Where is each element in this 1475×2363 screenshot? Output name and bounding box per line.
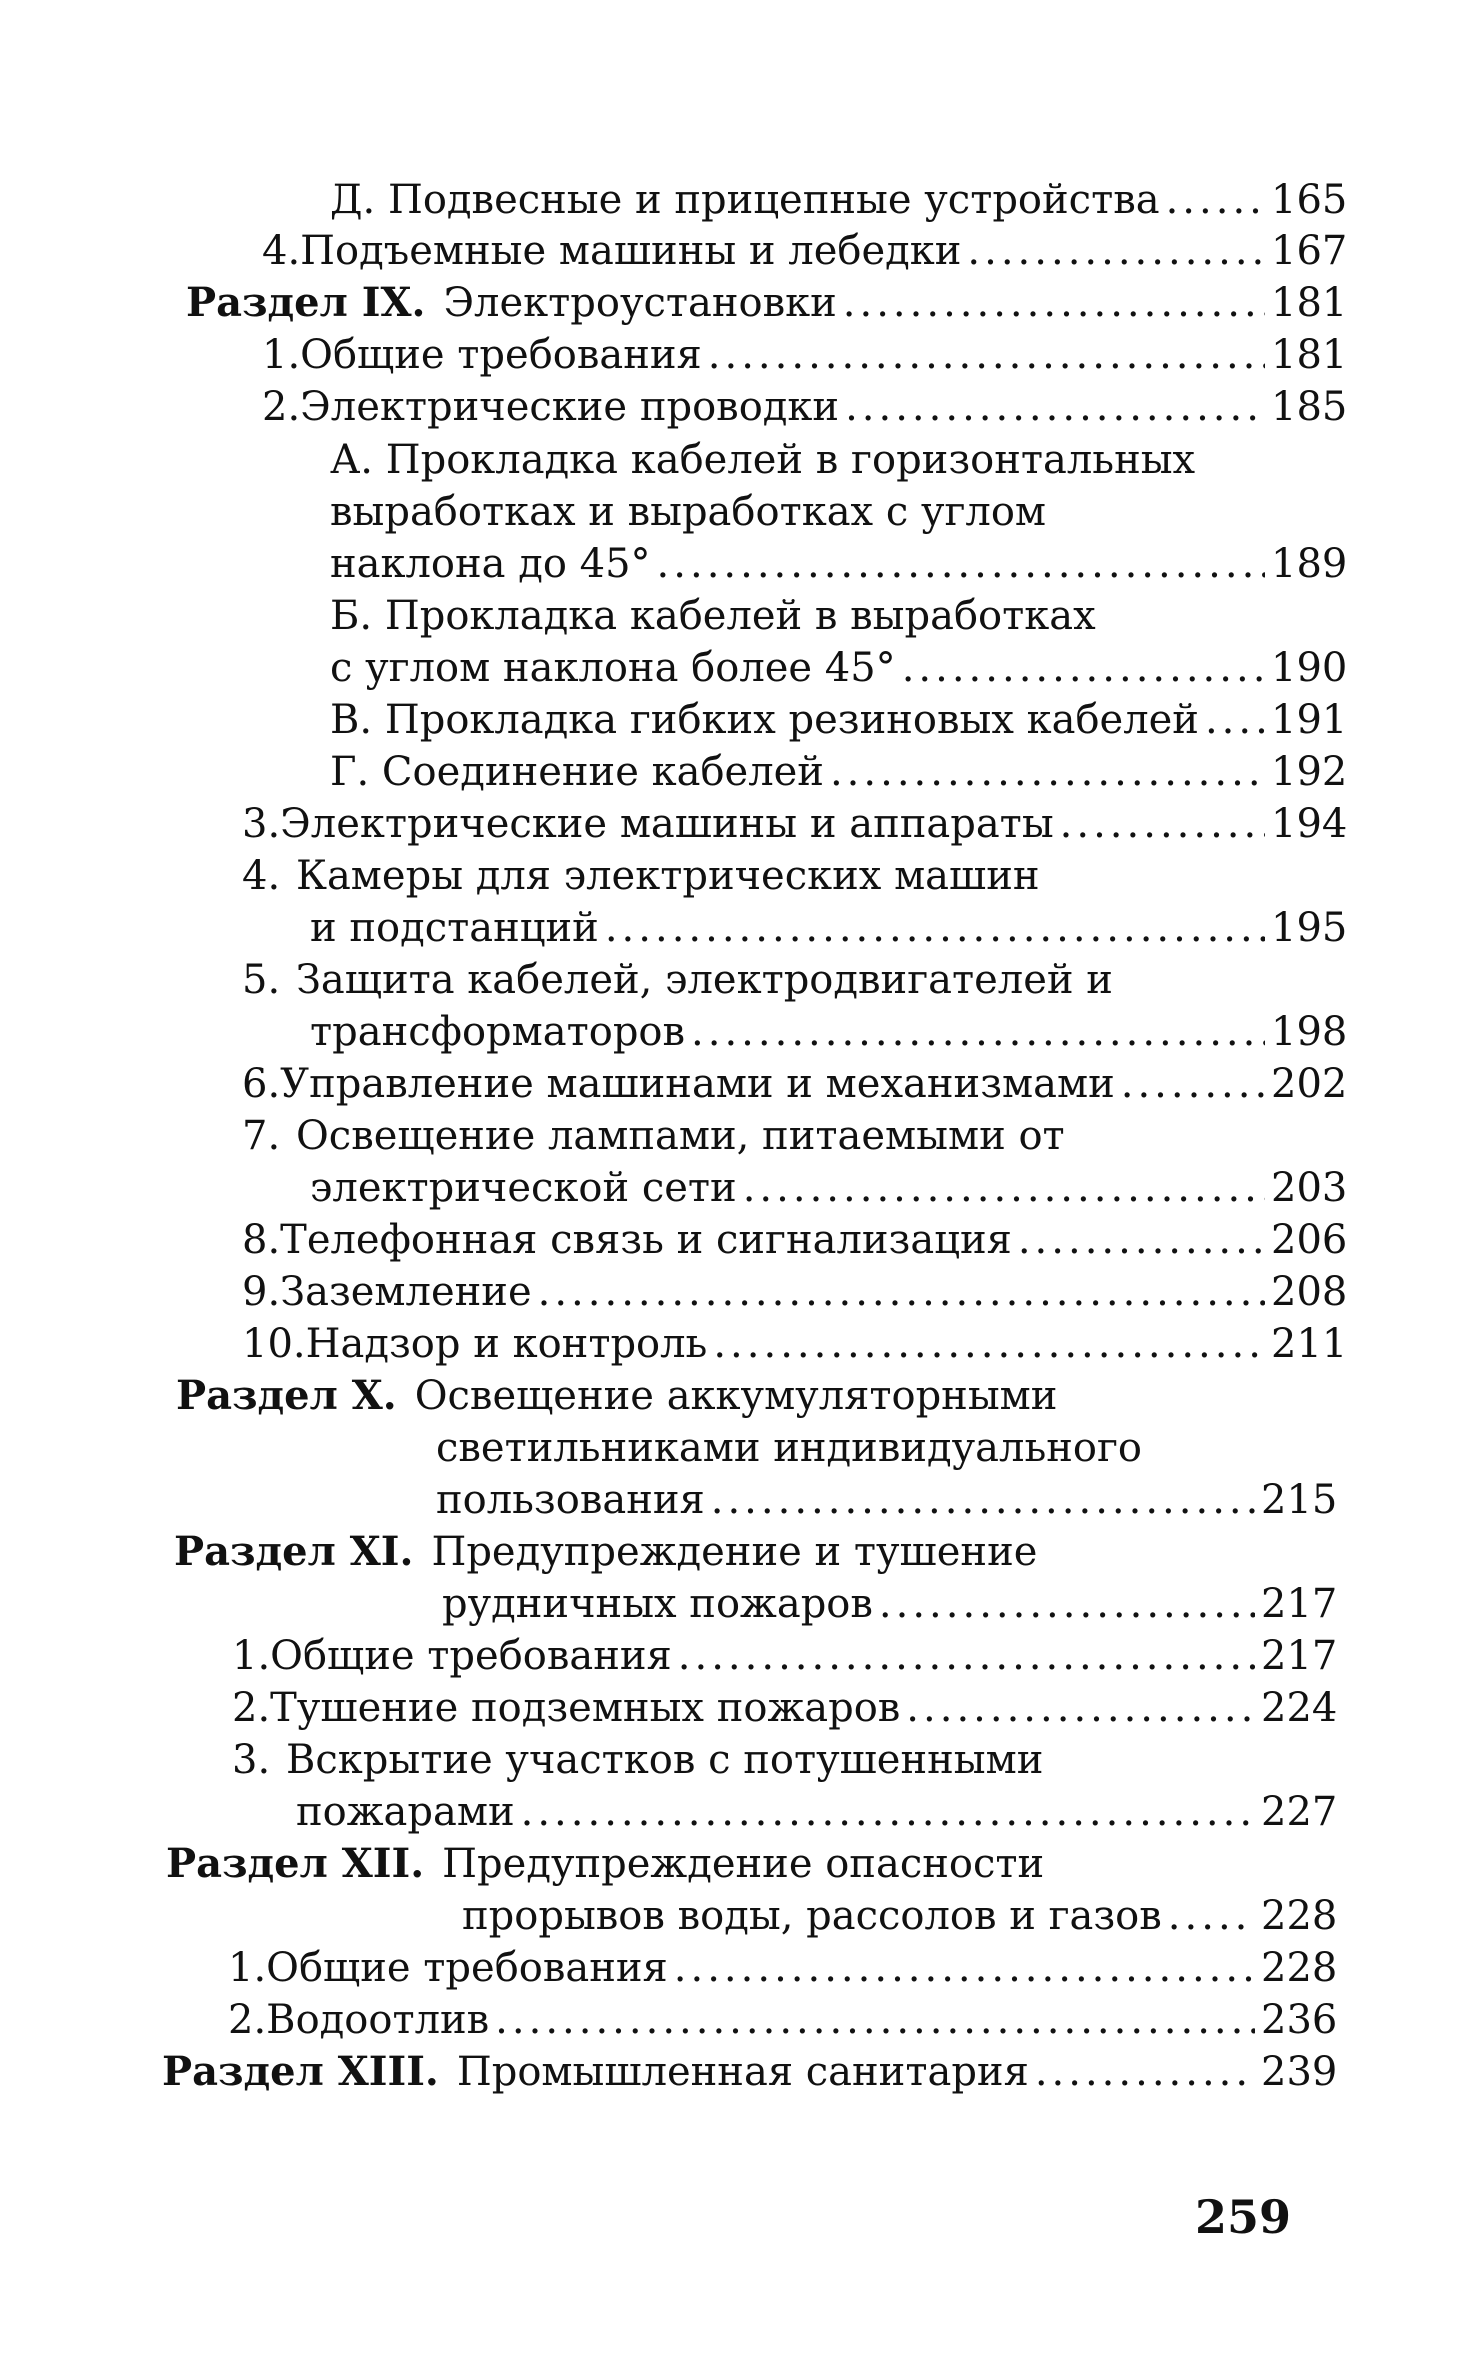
toc-section-entry	[166, 1838, 1044, 1890]
entry-title: Управление машинами и механизмами	[280, 1061, 1115, 1107]
entry-page: 194	[1271, 801, 1348, 847]
toc-entry-continued	[242, 954, 1113, 1006]
toc-entry	[310, 902, 1348, 954]
entry-page: 195	[1271, 905, 1348, 951]
dot-leader	[902, 642, 1265, 694]
toc-entry	[310, 1006, 1348, 1058]
entry-page: 206	[1271, 1217, 1348, 1263]
toc-entry	[330, 174, 1348, 226]
dot-leader	[691, 1006, 1265, 1058]
entry-title: Общие требования	[266, 1945, 668, 1991]
dot-leader	[521, 1786, 1255, 1838]
entry-page: 208	[1271, 1269, 1348, 1315]
entry-page: 192	[1271, 749, 1348, 795]
entry-page: 190	[1271, 645, 1348, 691]
entry-title: Водоотлив	[266, 1997, 490, 2043]
toc-entry	[262, 329, 1348, 381]
dot-leader	[843, 277, 1265, 329]
toc-entry	[232, 1682, 1338, 1734]
toc-entry	[242, 798, 1348, 850]
dot-leader	[1035, 2046, 1255, 2098]
entry-page: 239	[1261, 2049, 1338, 2095]
toc-entry	[330, 642, 1348, 694]
toc-entry	[262, 225, 1348, 277]
dot-leader	[657, 538, 1265, 590]
entry-title: Телефонная связь и сигнализация	[280, 1217, 1012, 1263]
dot-leader	[1121, 1058, 1265, 1110]
entry-title: Г. Соединение кабелей	[330, 749, 824, 795]
entry-title: рудничных пожаров	[442, 1581, 873, 1627]
entry-page: 165	[1271, 177, 1348, 223]
entry-title: Надзор и контроль	[305, 1321, 708, 1367]
entry-title: Электрические проводки	[300, 384, 840, 430]
entry-title: Тушение подземных пожаров	[270, 1685, 901, 1731]
toc-entry-continued	[232, 1734, 1043, 1786]
toc-entry	[242, 1214, 1348, 1266]
entry-number: 4.	[262, 228, 301, 274]
entry-title: пользования	[436, 1477, 705, 1523]
entry-number: 5.	[242, 957, 281, 1003]
toc-entry	[442, 1578, 1338, 1630]
entry-page: 215	[1261, 1477, 1338, 1523]
entry-title: Общие требования	[270, 1633, 672, 1679]
entry-title: Электрические машины и аппараты	[280, 801, 1054, 847]
entry-page: 191	[1271, 697, 1348, 743]
entry-title: Б. Прокладка кабелей в выработках	[330, 593, 1096, 639]
entry-page: 185	[1271, 384, 1348, 430]
entry-page: 228	[1261, 1945, 1338, 1991]
entry-title: выработках и выработках с углом	[330, 489, 1047, 535]
entry-number: 3.	[242, 801, 281, 847]
dot-leader	[708, 329, 1265, 381]
entry-title: Освещение лампами, питаемыми от	[296, 1113, 1065, 1159]
toc-entry	[242, 1318, 1348, 1370]
dot-leader	[711, 1474, 1255, 1526]
dot-leader	[713, 1318, 1265, 1370]
dot-leader	[1168, 1890, 1255, 1942]
toc-section-entry	[162, 2046, 1338, 2098]
section-label: Раздел XII.	[166, 1840, 425, 1887]
toc-entry	[296, 1786, 1338, 1838]
entry-title: пожарами	[296, 1789, 515, 1835]
entry-page: 211	[1271, 1321, 1348, 1367]
entry-number: 7.	[242, 1113, 281, 1159]
entry-title: Освещение аккумуляторными	[414, 1373, 1058, 1419]
entry-title: Предупреждение и тушение	[431, 1529, 1038, 1575]
entry-page: 217	[1261, 1581, 1338, 1627]
toc-entry	[242, 1266, 1348, 1318]
dot-leader	[678, 1630, 1255, 1682]
dot-leader	[967, 225, 1265, 277]
toc-entry	[330, 538, 1348, 590]
dot-leader	[1205, 694, 1265, 746]
section-label: Раздел IX.	[186, 279, 426, 326]
entry-number: 6.	[242, 1061, 281, 1107]
dot-leader	[538, 1266, 1265, 1318]
toc-entry	[228, 1994, 1338, 2046]
toc-entry-continued	[330, 590, 1096, 642]
entry-number: 1.	[262, 332, 301, 378]
toc-entry-continued	[242, 1110, 1065, 1162]
entry-page: 203	[1271, 1165, 1348, 1211]
dot-leader	[605, 902, 1265, 954]
entry-page: 228	[1261, 1893, 1338, 1939]
entry-number: 4.	[242, 853, 281, 899]
page-number: 259	[1195, 2190, 1292, 2244]
entry-number: 10.	[242, 1321, 306, 1367]
toc-entry	[462, 1890, 1338, 1942]
toc-section-entry	[176, 1370, 1057, 1422]
entry-page: 217	[1261, 1633, 1338, 1679]
toc-entry-continued	[242, 850, 1040, 902]
dot-leader	[906, 1682, 1255, 1734]
toc-entry-continued	[330, 486, 1046, 538]
toc-entry-continued	[330, 434, 1195, 486]
entry-number: 2.	[228, 1997, 267, 2043]
entry-title: Камеры для электрических машин	[296, 853, 1040, 899]
entry-title: Общие требования	[300, 332, 702, 378]
entry-title: Электроустановки	[443, 280, 837, 326]
entry-title: А. Прокладка кабелей в горизонтальных	[330, 437, 1196, 483]
toc-entry	[330, 694, 1348, 746]
entry-title: Защита кабелей, электродвигателей и	[296, 957, 1113, 1003]
entry-title: трансформаторов	[310, 1009, 686, 1055]
entry-title: наклона до 45°	[330, 541, 651, 587]
entry-number: 2.	[232, 1685, 271, 1731]
toc-entry	[228, 1942, 1338, 1994]
dot-leader	[743, 1162, 1265, 1214]
dot-leader	[495, 1994, 1255, 2046]
dot-leader	[879, 1578, 1255, 1630]
entry-title: Промышленная санитария	[456, 2049, 1029, 2095]
entry-number: 2.	[262, 384, 301, 430]
entry-page: 181	[1271, 332, 1348, 378]
entry-number: 3.	[232, 1737, 271, 1783]
section-label: Раздел XIII.	[162, 2048, 439, 2095]
toc-entry	[330, 746, 1348, 798]
dot-leader	[674, 1942, 1255, 1994]
toc-entry	[436, 1474, 1338, 1526]
entry-number: 1.	[232, 1633, 271, 1679]
dot-leader	[1166, 174, 1265, 226]
entry-number: 9.	[242, 1269, 281, 1315]
entry-title: В. Прокладка гибких резиновых кабелей	[330, 697, 1199, 743]
dot-leader	[830, 746, 1265, 798]
entry-page: 167	[1271, 228, 1348, 274]
entry-number: 8.	[242, 1217, 281, 1263]
entry-page: 181	[1271, 280, 1348, 326]
entry-title: и подстанций	[310, 905, 599, 951]
dot-leader	[845, 381, 1265, 433]
entry-page: 236	[1261, 1997, 1338, 2043]
section-label: Раздел XI.	[174, 1528, 414, 1575]
entry-title: Вскрытие участков с потушенными	[286, 1737, 1044, 1783]
entry-title: электрической сети	[310, 1165, 737, 1211]
entry-title: Заземление	[280, 1269, 532, 1315]
entry-title: прорывов воды, рассолов и газов	[462, 1893, 1162, 1939]
dot-leader	[1060, 798, 1265, 850]
toc-entry	[232, 1630, 1338, 1682]
entry-page: 189	[1271, 541, 1348, 587]
entry-page: 198	[1271, 1009, 1348, 1055]
entry-title: Д. Подвесные и прицепные устройства	[330, 177, 1160, 223]
toc-entry	[242, 1058, 1348, 1110]
toc-entry	[310, 1162, 1348, 1214]
section-label: Раздел X.	[176, 1372, 397, 1419]
entry-number: 1.	[228, 1945, 267, 1991]
entry-title: с углом наклона более 45°	[330, 645, 896, 691]
entry-title: Предупреждение опасности	[442, 1841, 1045, 1887]
dot-leader	[1018, 1214, 1265, 1266]
entry-page: 227	[1261, 1789, 1338, 1835]
toc-section-entry	[186, 277, 1348, 329]
entry-page: 224	[1261, 1685, 1338, 1731]
toc-entry-continued	[436, 1422, 1142, 1474]
entry-title: светильниками индивидуального	[436, 1425, 1142, 1471]
entry-page: 202	[1271, 1061, 1348, 1107]
toc-entry	[262, 381, 1348, 433]
toc-section-entry	[174, 1526, 1037, 1578]
entry-title: Подъемные машины и лебедки	[300, 228, 962, 274]
